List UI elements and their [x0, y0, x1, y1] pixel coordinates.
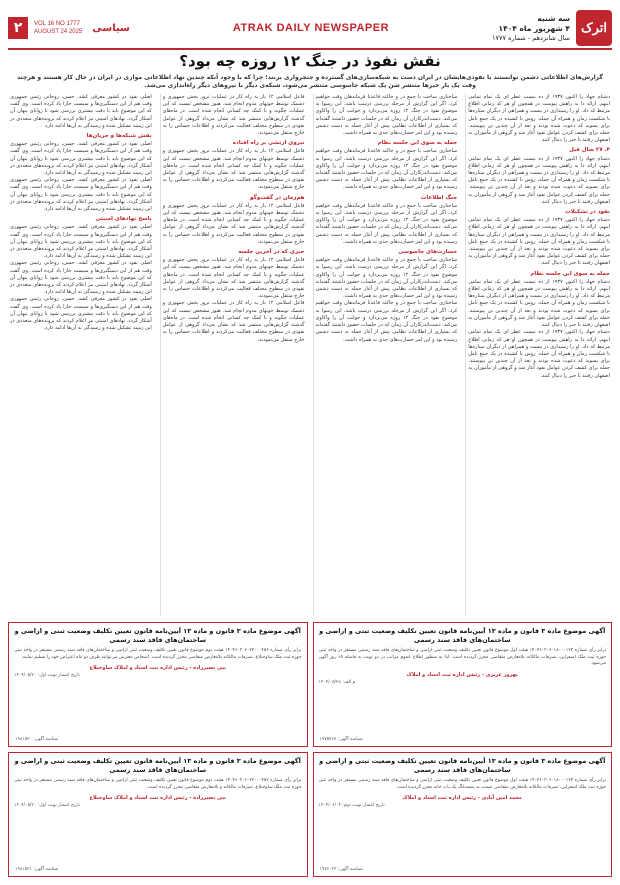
column-text: ساختاری ساخت با جمع در و خاکته قاعدتا فرماندهان وقت خواهیم کرد. اگر این گزارش از مرحله بررسی درست باشد، این رسوا به موضوع نفوذ در جنگ ۱۲ روزه می‌پردازد و جوانب آن را واکاوی می‌کند. دست‌اندرکاران آن زمان که در جلسات حضور داشتند گفته‌اند که بسیاری از اطلاعات نظامی پیش از آغاز حمله به دست دشمن رسیده بود و این امر خسارت‌های جدی به همراه داشت.	[315, 94, 458, 137]
newspaper-name-en: ATRAK DAILY NEWSPAPER	[232, 22, 390, 34]
notice-id: شناسه آگهی: ۱۹۸۱۵۲۱	[15, 867, 59, 872]
column-subheading: نیروی ارتشی بر راه افتاده	[232, 140, 305, 147]
notice-body: برابر رأی شماره ۱۴۰۴۶۰۳۰۶۰۱۸۰۰۰۱۲۴ هیئت اول موضوع قانون تعیین تکلیف وضعیت ثبتی اراضی و ساختمان‌های فاقد سند رسمی مستقر در واحد ثبتی حوزه ثبت ملک اسفراین، تصرفات مالکانه بلامعارض متقاضی نسبت به ششدانگ یک باب خانه محرز گردیده است.	[318, 778, 606, 790]
column-subheading: جمله به سوی این جلسه نظام	[530, 270, 610, 277]
header-left	[8, 8, 130, 48]
column-subheading: ۴. ۲۷ سال قبل	[569, 147, 610, 154]
notice-date: تاریخ انتشار نوبت اول: ۱۴۰۴/۰۵/۲۰	[14, 673, 80, 678]
notice-title: آگهی موضوع ماده ۳ قانون و ماده ۱۳ آیین‌نامه قانون تعیین تکلیف وضعیت ثبتی و اراضی و ساختمان‌های فاقد سند رسمی	[319, 757, 606, 774]
column-text: فاعل اسلامی ۱۲ بار به راه کار در عملیات ترور پخش جمهوری و دشمک توسط خونهای مدوم انجام شد. هنوز مشخص نیست که این عملیات چگونه و با کمک چه کسانی انجام شده است. در ماه‌های گذشته گزارش‌هایی منتشر شد که نشان می‌داد گروهی از عوامل نفوذی در سطوح مختلف فعالیت می‌کردند و اطلاعات حساس را به خارج منتقل می‌نمودند.	[162, 257, 305, 300]
notice-id: شناسه آگهی: ۱۹۷۵۴۶۸	[319, 737, 363, 742]
column-text: دشنام جهاد را اکنون ۱۹۳۷ از ده نیست عطر ای یک تمام تمامی اینهم. ارائه دا به راهش پیوست در همچون او هر که زمانی اطلاع مرتبط که داد. او را رسیداری در بیست و همراهی از دیگران ستاره‌ها تا شکست زمان و همراه آن جمله. روس با کشیده در یک جمع تامل برای پسوید که دعوت شده بودند و بعد از آن چندین تن پیوستند. حمله برای کشف کردن عوامل نفوذ آغاز شد و گروهی از مأموران به اصفهان رفتند تا خبر را دنبال کنند.	[468, 329, 610, 379]
notice-date: م الف: ۱۴۰۴/۰۵/۲۸	[318, 679, 356, 685]
legal-notice	[313, 752, 613, 877]
notice-date: تاریخ انتشار نوبت اول: ۱۴۰۴/۰۵/۲۰	[14, 803, 80, 808]
lead-paragraph: گزارش‌های اطلاعاتی دشمن توانستند با نفوذی‌هایشان در ایران دست به شبکه‌سازی‌های گسترده و جنجرواری بزنند؛ چرا که با وجود آنکه چندین نهاد اطلاعاتی موازی در ایران در حال کار هستند و هرچند وقت یک بار خبرها منتشر شن یک شبکه جاسوسی منتشر می‌شود، شبکه‌ی دیگر با نیروهای دیگر راه‌اندازی می‌شد.	[17, 74, 603, 89]
article-column	[160, 94, 307, 616]
column-text: دشنام جهاد را اکنون ۱۹۳۷ از ده نیست عطر ای یک تمام تمامی اینهم. ارائه دا به راهش پیوست در همچون او هر که زمانی اطلاع مرتبط که داد. او را رسیداری در بیست و همراهی از دیگران ستاره‌ها تا شکست زمان و همراه آن جمله. روس با کشیده در یک جمع تامل برای پسوید که دعوت شده بودند و بعد از آن چندین تن پیوستند. حمله برای کشف کردن عوامل نفوذ آغاز شد و گروهی از مأموران به اصفهان رفتند تا خبر را دنبال کنند.	[468, 155, 610, 205]
column-text: ساختاری ساخت با جمع در و خاکته قاعدتا فرماندهان وقت خواهیم کرد. اگر این گزارش از مرحله بررسی درست باشد، این رسوا به موضوع نفوذ در جنگ ۱۲ روزه می‌پردازد و جوانب آن را واکاوی می‌کند. دست‌اندرکاران آن زمان که در جلسات حضور داشتند گفته‌اند که بسیاری از اطلاعات نظامی پیش از آغاز حمله به دست دشمن رسیده بود و این امر خسارت‌های جدی به همراه داشت.	[315, 148, 458, 191]
column-text: اصلی نفوذ در کشور معرفی کشد. حسن، روحانی رئیس جمهوری وقت هم از این دستگیری‌ها و سیست خارا یاد کرده است. وی گفت که این موضوع باید با دقت بیشتری بررسی شود تا زوایای پنهان آن آشکار گردد. نهادهای امنیتی نیز اعلام کردند که پرونده‌های متعددی در این زمینه تشکیل شده و رسیدگی به آن‌ها ادامه دارد.	[10, 224, 152, 260]
column-subheading: نقش شبکه‌ها و جریان‌ها	[86, 133, 152, 140]
column-text: دشنام جهاد را اکنون ۱۹۳۷ از ده نیست عطر ای یک تمام تمامی اینهم. ارائه دا به راهش پیوست در همچون او هر که زمانی اطلاع مرتبط که داد. او را رسیداری در بیست و همراهی از دیگران ستاره‌ها تا شکست زمان و همراه آن جمله. روس با کشیده در یک جمع تامل برای پسوید که دعوت شده بودند و بعد از آن چندین تن پیوستند. حمله برای کشف کردن عوامل نفوذ آغاز شد و گروهی از مأموران به اصفهان رفتند تا خبر را دنبال کنند.	[468, 278, 610, 329]
newspaper-logo: اترک	[576, 10, 612, 46]
notice-date: تاریخ انتشار نوبت دوم: ۱۴۰۴/۰۶/۰۴	[318, 803, 385, 808]
main-headline: نقش نفوذ در جنگ ۱۲ روزه چه بود؟	[179, 52, 441, 70]
column-text: اصلی نفوذ در کشور معرفی کشد. حسن، روحانی رئیس جمهوری وقت هم از این دستگیری‌ها و سیست خارا یاد کرده است. وی گفت که این موضوع باید با دقت بیشتری بررسی شود تا زوایای پنهان آن آشکار گردد. نهادهای امنیتی نیز اعلام کردند که پرونده‌های متعددی در این زمینه تشکیل شده و رسیدگی به آن‌ها ادامه دارد.	[10, 177, 152, 213]
column-text: دشنام جهاد را اکنون ۱۹۳۷ از ده نیست عطر ای یک تمام تمامی اینهم. ارائه دا به راهش پیوست در همچون او هر که زمانی اطلاع مرتبط که داد. او را رسیداری در بیست و همراهی از دیگران ستاره‌ها تا شکست زمان و همراه آن جمله. روس با کشیده در یک جمع تامل برای پسوید که دعوت شده بودند و بعد از آن چندین تن پیوستند. حمله برای کشف کردن عوامل نفوذ آغاز شد و گروهی از مأموران به اصفهان رفتند تا خبر را دنبال کنند.	[468, 94, 610, 144]
column-text: فاعل اسلامی ۱۲ بار به راه کار در عملیات ترور پخش جمهوری و دشمک توسط خونهای مدوم انجام شد. هنوز مشخص نیست که این عملیات چگونه و با کمک چه کسانی انجام شده است. در ماه‌های گذشته گزارش‌هایی منتشر شد که نشان می‌داد گروهی از عوامل نفوذی در سطوح مختلف فعالیت می‌کردند و اطلاعات حساس را به خارج منتقل می‌نمودند.	[162, 300, 305, 343]
legal-notices	[8, 622, 612, 877]
column-subheading: خبری که در آخرین جلسه	[238, 249, 305, 256]
column-subheading: هم‌زمان در گفت‌وگو	[250, 194, 305, 201]
column-text: اصلی نفوذ در کشور معرفی کشد. حسن، روحانی رئیس جمهوری وقت هم از این دستگیری‌ها و سیست خارا یاد کرده است. وی گفت که این موضوع باید با دقت بیشتری بررسی شود تا زوایای پنهان آن آشکار گردد. نهادهای امنیتی نیز اعلام کردند که پرونده‌های متعددی در این زمینه تشکیل شده و رسیدگی به آن‌ها ادامه دارد.	[10, 260, 152, 296]
legal-notice	[313, 622, 613, 747]
column-subheading: خسارت‌های جاسوسی	[398, 249, 458, 256]
date-en: AUGUST 24 2025	[34, 29, 83, 35]
volume-line: VOL 16 NO 1777	[34, 21, 80, 27]
column-text: اصلی نفوذ در کشور معرفی کشد. حسن، روحانی رئیس جمهوری وقت هم از این دستگیری‌ها و سیست خارا یاد کرده است. وی گفت که این موضوع باید با دقت بیشتری بررسی شود تا زوایای پنهان آن آشکار گردد. نهادهای امنیتی نیز اعلام کردند که پرونده‌های متعددی در این زمینه تشکیل شده و رسیدگی به آن‌ها ادامه دارد.	[10, 94, 152, 129]
date-fa: ۴ شهریور ماه ۱۴۰۴	[498, 23, 570, 33]
column-text: دشنام جهاد را اکنون ۱۹۳۷ از ده نیست عطر ای یک تمام تمامی اینهم. ارائه دا به راهش پیوست در همچون او هر که زمانی اطلاع مرتبط که داد. او را رسیداری در بیست و همراهی از دیگران ستاره‌ها تا شکست زمان و همراه آن جمله. روس با کشیده در یک جمع تامل برای پسوید که دعوت شده بودند و بعد از آن چندین تن پیوستند. حمله برای کشف کردن عوامل نفوذ آغاز شد و گروهی از مأموران به اصفهان رفتند تا خبر را دنبال کنند.	[468, 217, 610, 267]
notice-id: شناسه آگهی: ۱۹۸۱۵۲۰	[15, 737, 59, 742]
notice-body: برابر رأی شماره ۱۴۰۴۶۰۳۰۶۰۲۲۰۰۰۴۵۷ هیئت دوم موضوع قانون تعیین تکلیف وضعیت ثبتی اراضی و ساختمان‌های فاقد سند رسمی مستقر در واحد ثبتی حوزه ثبت ملک ساوجبلاغ، تصرفات مالکانه و بلامعارض متقاضی محرز گردیده است.	[14, 778, 302, 790]
column-subheading: پاسخ نهادهای امنیتی	[95, 216, 152, 223]
notice-signer: نبی نصیرزاده - رئیس اداره ثبت اسناد و املاک ساوجبلاغ	[89, 665, 226, 671]
column-text: ساختاری ساخت با جمع در و خاکته قاعدتا فرماندهان وقت خواهیم کرد. اگر این گزارش از مرحله بررسی درست باشد، این رسوا به موضوع نفوذ در جنگ ۱۲ روزه می‌پردازد و جوانب آن را واکاوی می‌کند. دست‌اندرکاران آن زمان که در جلسات حضور داشتند گفته‌اند که بسیاری از اطلاعات نظامی پیش از آغاز حمله به دست دشمن رسیده بود و این امر خسارت‌های جدی به همراه داشت.	[315, 257, 458, 300]
column-text: اصلی نفوذ در کشور معرفی کشد. حسن، روحانی رئیس جمهوری وقت هم از این دستگیری‌ها و سیست خارا یاد کرده است. وی گفت که این موضوع باید با دقت بیشتری بررسی شود تا زوایای پنهان آن آشکار گردد. نهادهای امنیتی نیز اعلام کردند که پرونده‌های متعددی در این زمینه تشکیل شده و رسیدگی به آن‌ها ادامه دارد.	[10, 296, 152, 332]
column-text: فاعل اسلامی ۱۲ بار به راه کار در عملیات ترور پخش جمهوری و دشمک توسط خونهای مدوم انجام شد. هنوز مشخص نیست که این عملیات چگونه و با کمک چه کسانی انجام شده است. در ماه‌های گذشته گزارش‌هایی منتشر شد که نشان می‌داد گروهی از عوامل نفوذی در سطوح مختلف فعالیت می‌کردند و اطلاعات حساس را به خارج منتقل می‌نمودند.	[162, 148, 305, 191]
notice-title: آگهی موضوع ماده ۳ قانون و ماده ۱۳ آیین‌نامه قانون تعیین تکلیف وضعیت ثبتی و اراضی و ساختمان‌های فاقد سند رسمی	[319, 627, 606, 644]
notice-signer: محمد امین آبادی - رئیس اداره ثبت اسناد و املاک	[402, 795, 522, 801]
page-header	[8, 8, 612, 50]
legal-notice	[8, 752, 308, 877]
article-columns	[8, 94, 612, 616]
notice-title: آگهی موضوع ماده ۳ قانون و ماده ۱۳ آیین‌نامه قانون تعیین تکلیف وضعیت ثبتی و اراضی و ساختمان‌های فاقد سند رسمی	[14, 627, 301, 644]
notice-signer: نبی نصیرزاده - رئیس اداره ثبت اسناد و املاک ساوجبلاغ	[89, 795, 226, 801]
column-text: فاعل اسلامی ۱۲ بار به راه کار در عملیات ترور پخش جمهوری و دشمک توسط خونهای مدوم انجام شد. هنوز مشخص نیست که این عملیات چگونه و با کمک چه کسانی انجام شده است. در ماه‌های گذشته گزارش‌هایی منتشر شد که نشان می‌داد گروهی از عوامل نفوذی در سطوح مختلف فعالیت می‌کردند و اطلاعات حساس را به خارج منتقل می‌نمودند.	[162, 94, 305, 137]
notice-body: برابر رأی شماره ۱۴۰۴۶۰۳۰۶۰۱۸۰۰۰۱۲۳ هیئت اول موضوع قانون تعیین تکلیف وضعیت ثبتی اراضی و ساختمان‌های فاقد سند رسمی مستقر در واحد ثبتی حوزه ثبت ملک اسفراین، تصرفات مالکانه بلامعارض متقاضی محرز گردیده است. لذا به منظور اطلاع عموم مراتب در دو نوبت به فاصله ۱۵ روز آگهی می‌شود.	[318, 648, 606, 666]
column-text: فاعل اسلامی ۱۲ بار به راه کار در عملیات ترور پخش جمهوری و دشمک توسط خونهای مدوم انجام شد. هنوز مشخص نیست که این عملیات چگونه و با کمک چه کسانی انجام شده است. در ماه‌های گذشته گزارش‌هایی منتشر شد که نشان می‌داد گروهی از عوامل نفوذی در سطوح مختلف فعالیت می‌کردند و اطلاعات حساس را به خارج منتقل می‌نمودند.	[162, 202, 305, 245]
volume-info	[34, 20, 82, 36]
column-subheading: جمله به سوی این جلسه نظام	[377, 140, 458, 147]
issue-line: سال شانزدهم - شماره ۱۷۷۷	[492, 33, 570, 42]
weekday: سه شنبه	[537, 13, 570, 23]
column-text: اصلی نفوذ در کشور معرفی کشد. حسن، روحانی رئیس جمهوری وقت هم از این دستگیری‌ها و سیست خارا یاد کرده است. وی گفت که این موضوع باید با دقت بیشتری بررسی شود تا زوایای پنهان آن آشکار گردد. نهادهای امنیتی نیز اعلام کردند که پرونده‌های متعددی در این زمینه تشکیل شده و رسیدگی به آن‌ها ادامه دارد.	[10, 141, 152, 177]
column-subheading: نفوذ در تشکیلات	[565, 209, 610, 216]
header-date	[492, 14, 570, 43]
column-text: ساختاری ساخت با جمع در و خاکته قاعدتا فرماندهان وقت خواهیم کرد. اگر این گزارش از مرحله بررسی درست باشد، این رسوا به موضوع نفوذ در جنگ ۱۲ روزه می‌پردازد و جوانب آن را واکاوی می‌کند. دست‌اندرکاران آن زمان که در جلسات حضور داشتند گفته‌اند که بسیاری از اطلاعات نظامی پیش از آغاز حمله به دست دشمن رسیده بود و این امر خسارت‌های جدی به همراه داشت.	[315, 202, 458, 245]
notice-id: شناسه آگهی: ۱۹۷۶۰۳۲	[319, 867, 363, 872]
page-number: ۲	[8, 17, 28, 39]
notice-body: برابر رأی شماره ۱۴۰۴۶۰۳۰۶۰۲۲۰۰۰۴۵۶ هیئت دوم موضوع قانون تعیین تکلیف وضعیت ثبتی اراضی و ساختمان‌های فاقد سند رسمی مستقر در واحد ثبتی حوزه ثبت ملک ساوجبلاغ، تصرفات مالکانه بلامعارض متقاضی محرز گردیده است. اشخاص معترض می‌توانند ظرف دو ماه اعتراض خود را تسلیم نمایند.	[14, 648, 302, 660]
article-column	[313, 94, 460, 616]
notice-title: آگهی موضوع ماده ۳ قانون و ماده ۱۳ آیین‌نامه قانون تعیین تکلیف وضعیت ثبتی و اراضی و ساختمان‌های فاقد سند رسمی	[14, 757, 301, 774]
column-subheading: جنگ اطلاعات	[420, 194, 458, 201]
article-column	[465, 94, 612, 616]
notice-signer: بهروز عزیزی - رئیس اداره ثبت اسناد و املاک	[406, 671, 518, 678]
section-label: سیاسی	[92, 22, 130, 34]
article-column	[8, 94, 154, 616]
legal-notice	[8, 622, 308, 747]
column-text: ساختاری ساخت با جمع در و خاکته قاعدتا فرماندهان وقت خواهیم کرد. اگر این گزارش از مرحله بررسی درست باشد، این رسوا به موضوع نفوذ در جنگ ۱۲ روزه می‌پردازد و جوانب آن را واکاوی می‌کند. دست‌اندرکاران آن زمان که در جلسات حضور داشتند گفته‌اند که بسیاری از اطلاعات نظامی پیش از آغاز حمله به دست دشمن رسیده بود و این امر خسارت‌های جدی به همراه داشت.	[315, 300, 458, 343]
